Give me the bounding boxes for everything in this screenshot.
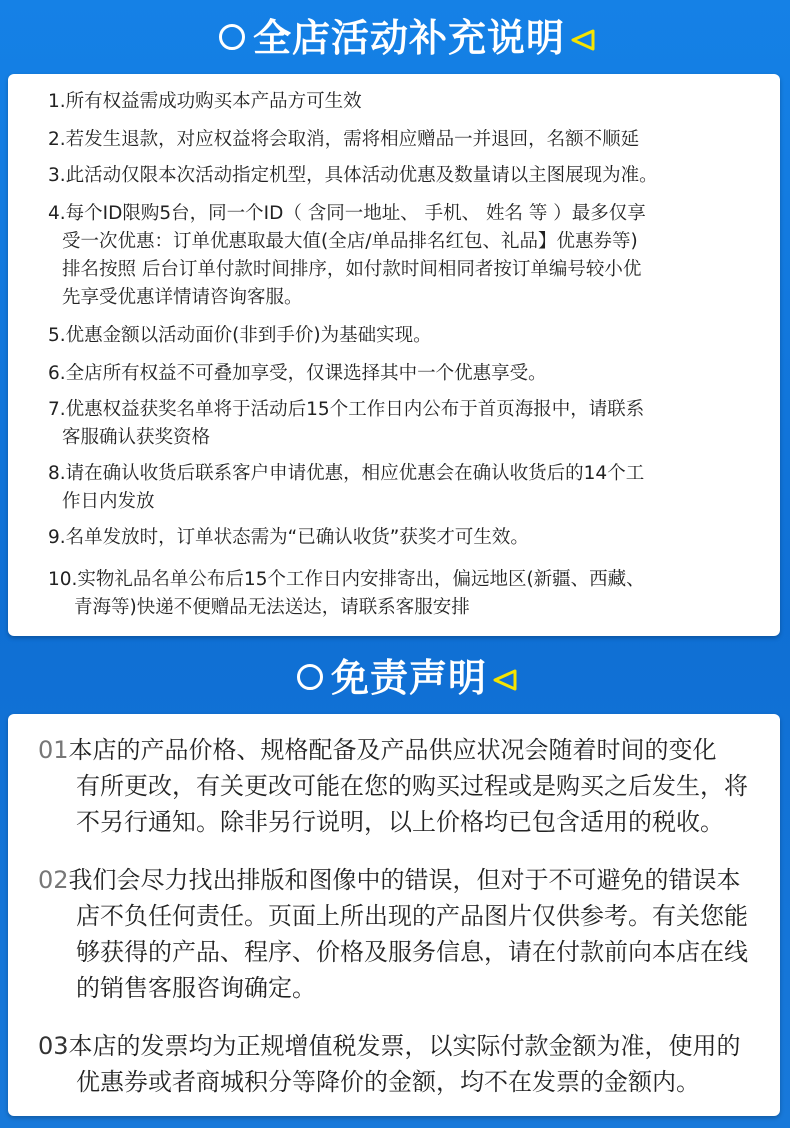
rule-line: 5.优惠金额以活动面价(非到手价)为基础实现。 (48, 325, 432, 346)
rule-line: 6.全店所有权益不可叠加享受，仅课选择其中一个优惠享受。 (48, 363, 547, 384)
rule-item-7 (48, 396, 768, 452)
rule-item-4 (48, 200, 768, 312)
activity-notes-title-text: 全店活动补充说明 (252, 16, 565, 60)
disclaimer-line: 优惠券或者商城积分等降价的金额，均不在发票的金额内。 (76, 1068, 700, 1096)
disclaimer-line: 的销售客服咨询确定。 (76, 974, 316, 1002)
rule-line: 受一次优惠：订单优惠取最大值(全店/单品排名红包、礼品】优惠券等) (62, 231, 638, 252)
rule-line: 7.优惠权益获奖名单将于活动后15个工作日内公布于首页海报中，请联系 (48, 399, 645, 420)
rule-line: 9.名单发放时，订单状态需为“已确认收货”获奖才可生效。 (48, 527, 529, 548)
disclaimer-item-1 (38, 732, 773, 840)
disclaimer-line: 我们会尽力找出排版和图像中的错误，但对于不可避免的错误本 (68, 866, 741, 894)
rule-line: 4.每个ID限购5台，同一个ID（ 含同一地址、 手机、 姓名 等 ）最多仅享 (48, 203, 646, 224)
rule-line: 先享受优惠详情请咨询客服。 (62, 287, 303, 308)
circle-icon (219, 24, 245, 50)
disclaimer-line: 本店的发票均为正规增值税发票，以实际付款金额为准，使用的 (68, 1032, 741, 1060)
rule-line: 作日内发放 (62, 491, 155, 512)
disclaimer-item-2 (38, 862, 773, 1006)
rule-line: 3.此活动仅限本次活动指定机型，具体活动优惠及数量请以主图展现为准。 (48, 165, 658, 186)
rule-item-10 (48, 566, 768, 622)
disclaimer-line: 够获得的产品、程序、价格及服务信息，请在付款前向本店在线 (76, 938, 748, 966)
item-number: 03 (38, 1032, 69, 1060)
rule-line: 8.请在确认收货后联系客户申请优惠，相应优惠会在确认收货后的14个工 (48, 463, 645, 484)
activity-notes-title (0, 8, 790, 68)
rule-item-9 (48, 524, 768, 552)
disclaimer-title (0, 648, 790, 708)
rule-line: 排名按照 后台订单付款时间排序，如付款时间相同者按订单编号较小优 (62, 259, 642, 280)
rule-item-6 (48, 360, 768, 388)
rule-item-5 (48, 322, 768, 350)
rule-line: 2.若发生退款，对应权益将会取消，需将相应赠品一并退回，名额不顺延 (48, 129, 640, 150)
rule-line: 客服确认获奖资格 (62, 427, 211, 448)
disclaimer-line: 店不负任何责任。页面上所出现的产品图片仅供参考。有关您能 (76, 902, 748, 930)
rule-item-1 (48, 88, 768, 116)
disclaimer-title-text: 免责声明 (330, 656, 487, 700)
rule-item-3 (48, 162, 768, 190)
rule-item-2 (48, 126, 768, 154)
rule-line: 青海等)快递不便赠品无法送达，请联系客服安排 (74, 597, 470, 618)
item-number: 02 (38, 866, 69, 894)
rule-line: 10.实物礼品名单公布后15个工作日内安排寄出，偏远地区(新疆、西藏、 (48, 569, 645, 590)
rule-item-8 (48, 460, 768, 516)
disclaimer-line: 本店的产品价格、规格配备及产品供应状况会随着时间的变化 (68, 736, 717, 764)
rule-line: 1.所有权益需成功购买本产品方可生效 (48, 91, 362, 112)
circle-icon (297, 664, 323, 690)
disclaimer-item-3 (38, 1028, 773, 1100)
disclaimer-panel (8, 714, 780, 1116)
disclaimer-line: 不另行通知。除非另行说明，以上价格均已包含适用的税收。 (76, 808, 724, 836)
item-number: 01 (38, 736, 69, 764)
activity-notes-panel (8, 74, 780, 636)
disclaimer-line: 有所更改，有关更改可能在您的购买过程或是购买之后发生，将 (76, 772, 748, 800)
